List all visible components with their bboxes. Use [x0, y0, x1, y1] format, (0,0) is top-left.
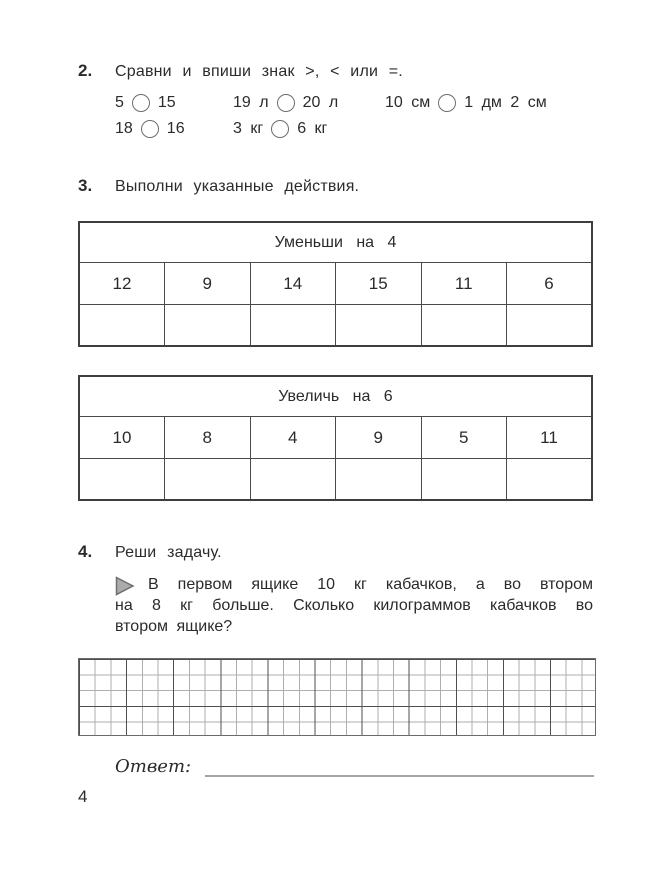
table-value: 11	[421, 263, 507, 305]
answer-label: Ответ:	[115, 756, 192, 777]
answer-cell[interactable]	[250, 459, 336, 501]
answer-cell[interactable]	[250, 305, 336, 347]
comparison-left-value: 3 кг	[233, 119, 264, 137]
table-value: 12	[79, 263, 165, 305]
comparison-left-value: 19 л	[233, 93, 269, 111]
task-4-title: Реши задачу.	[115, 544, 222, 561]
task-3-heading	[78, 176, 593, 196]
comparison-right-value: 16	[166, 119, 185, 137]
problem-line-3: втором ящике?	[115, 617, 233, 635]
answer-cell[interactable]	[507, 459, 593, 501]
table-value: 15	[336, 263, 422, 305]
problem-line-2: на 8 кг больше. Сколько килограммов кабачков во	[115, 597, 593, 614]
problem-line-1	[115, 575, 593, 596]
comparison-left-value: 10 см	[385, 93, 431, 111]
problem-text: В первом ящике 10 кг кабачков, а во втором	[148, 576, 593, 593]
problem-marker-icon	[115, 576, 135, 596]
table-value: 8	[165, 417, 251, 459]
table-answer-row	[79, 459, 592, 501]
comparison-circle[interactable]	[132, 94, 150, 112]
comparison-item-2	[233, 94, 385, 112]
answer-cell[interactable]	[79, 459, 165, 501]
answer-cell[interactable]	[165, 459, 251, 501]
table-values-row	[79, 263, 592, 305]
task-4	[78, 542, 595, 637]
word-problem	[115, 575, 593, 637]
comparison-row-1	[115, 90, 595, 115]
task-2-heading	[78, 61, 595, 81]
answer-row	[115, 756, 594, 777]
comparison-left-value: 5	[115, 93, 124, 111]
comparison-item-3	[385, 94, 547, 112]
answer-cell[interactable]	[421, 305, 507, 347]
task-4-heading	[78, 542, 595, 562]
table-value: 4	[250, 417, 336, 459]
table-value: 10	[79, 417, 165, 459]
comparison-circle[interactable]	[277, 94, 295, 112]
comparison-circle[interactable]	[141, 120, 159, 138]
table-value: 11	[507, 417, 593, 459]
comparison-left-value: 18	[115, 119, 133, 137]
task-2-title: Сравни и впиши знак >, < или =.	[115, 63, 403, 80]
table-title-row	[79, 222, 592, 263]
table-value: 6	[507, 263, 593, 305]
comparison-circle[interactable]	[271, 120, 289, 138]
table-title: Уменьши на 4	[79, 222, 592, 263]
increase-table	[78, 375, 593, 501]
comparison-right-value: 20 л	[302, 93, 339, 111]
answer-cell[interactable]	[165, 305, 251, 347]
task-3-title: Выполни указанные действия.	[115, 178, 360, 195]
comparison-row-2	[115, 116, 595, 141]
table-value: 5	[421, 417, 507, 459]
comparison-right-value: 6 кг	[297, 119, 328, 137]
table-value: 9	[165, 263, 251, 305]
answer-cell[interactable]	[421, 459, 507, 501]
answer-cell[interactable]	[507, 305, 593, 347]
table-value: 9	[336, 417, 422, 459]
comparison-item-1	[115, 94, 233, 112]
answer-line[interactable]	[205, 759, 594, 777]
table-answer-row	[79, 305, 592, 347]
answer-cell[interactable]	[336, 459, 422, 501]
task-4-number: 4.	[78, 542, 93, 561]
page-number: 4	[78, 787, 88, 806]
table-value: 14	[250, 263, 336, 305]
task-3-number: 3.	[78, 176, 93, 195]
decrease-table	[78, 221, 593, 347]
task-3	[78, 176, 593, 501]
work-grid[interactable]	[78, 658, 596, 736]
answer-cell[interactable]	[79, 305, 165, 347]
comparison-item-5	[233, 120, 385, 138]
table-values-row	[79, 417, 592, 459]
table-title: Увеличь на 6	[79, 376, 592, 417]
comparison-right-value: 1 дм 2 см	[464, 93, 547, 111]
comparison-item-4	[115, 120, 233, 138]
answer-cell[interactable]	[336, 305, 422, 347]
task-2	[78, 61, 595, 141]
table-title-row	[79, 376, 592, 417]
task-2-number: 2.	[78, 61, 93, 80]
comparison-circle[interactable]	[438, 94, 456, 112]
comparison-right-value: 15	[157, 93, 176, 111]
